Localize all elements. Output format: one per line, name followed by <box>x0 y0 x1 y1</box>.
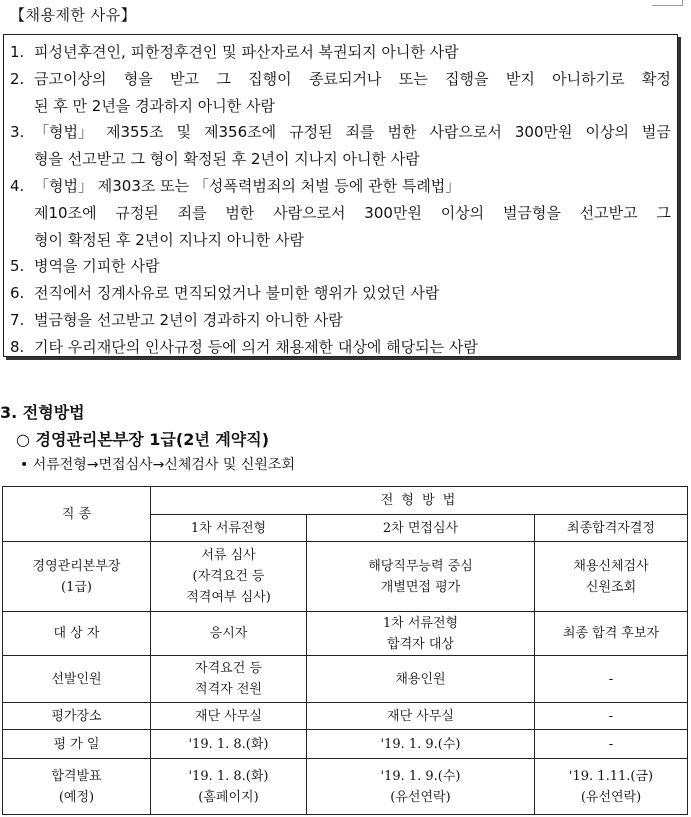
cell-line: (유선연락) <box>580 789 642 805</box>
table-cell <box>151 730 307 759</box>
restriction-line <box>10 280 677 307</box>
table-cell <box>151 759 307 815</box>
restriction-continuation: 된 후 만 2년을 경과하지 아니한 사람 <box>34 96 276 115</box>
restriction-line <box>10 119 677 146</box>
restriction-line <box>10 307 677 334</box>
row-label-line: (1급) <box>61 579 92 595</box>
table-row-label <box>3 542 151 612</box>
table-column-header: 2차 면접심사 <box>307 515 535 542</box>
cell-line: (유선연락) <box>390 789 451 805</box>
restriction-line <box>10 173 677 200</box>
restriction-item <box>10 119 677 173</box>
restriction-line <box>10 39 677 66</box>
table-cell <box>307 703 535 730</box>
restriction-line <box>10 253 677 280</box>
table-row <box>3 542 688 612</box>
restriction-item <box>10 66 677 120</box>
restriction-text: 「형법」 제303조 또는 「성폭력범죄의 처벌 등에 관한 특례법」 <box>34 176 461 195</box>
table-row-label <box>3 656 151 703</box>
table-column-header: 1차 서류전형 <box>151 515 307 542</box>
page-corner-mark <box>652 0 683 6</box>
table-row <box>3 759 688 815</box>
restriction-number: 6. <box>10 284 25 303</box>
restriction-item <box>10 334 677 361</box>
cell-line: (자격요건 등 <box>192 569 265 584</box>
table-cell <box>535 542 688 612</box>
restriction-line <box>10 66 677 93</box>
restriction-text: 피성년후견인, 피한정후견인 및 파산자로서 복권되지 아니한 사람 <box>34 43 459 61</box>
table-cell <box>307 542 535 612</box>
cell-line: - <box>608 708 614 724</box>
selection-schedule-table <box>2 486 688 815</box>
cell-line: '19. 1. 8.(화) <box>188 736 269 752</box>
restriction-continuation: 형이 확정된 후 2년이 지나지 아니한 사람 <box>34 230 304 249</box>
cell-line: '19. 1. 9.(수) <box>380 768 461 784</box>
restriction-text: 금고이상의 형을 받고 그 집행이 종료되거나 또는 집행을 받지 아니하기로 확정 <box>34 69 671 88</box>
cell-line: '19. 1. 8.(화) <box>188 768 269 784</box>
cell-line: 적격자 전원 <box>195 682 262 697</box>
table-corner-header: 직 종 <box>3 487 151 542</box>
restriction-number: 2. <box>10 69 25 88</box>
row-label-line: 대 상 자 <box>53 626 100 641</box>
restriction-number: 5. <box>10 257 25 276</box>
restriction-item <box>10 307 677 334</box>
row-label-line: 합격발표 <box>51 768 102 784</box>
row-label-line: 경영관리본부장 <box>32 558 121 574</box>
cell-line: '19. 1. 9.(수) <box>380 736 461 752</box>
table-row-label <box>3 612 151 656</box>
row-label-line: 평 가 일 <box>53 736 100 752</box>
table-cell <box>307 759 535 815</box>
restriction-number: 7. <box>10 310 25 329</box>
table-cell <box>307 730 535 759</box>
cell-line: '19. 1.11.(금) <box>568 768 654 784</box>
restriction-list-box <box>3 34 678 357</box>
table-cell <box>151 656 307 703</box>
restriction-line <box>10 334 677 361</box>
cell-line: 서류 심사 <box>201 548 256 563</box>
cell-line: 채용신체검사 <box>573 558 649 574</box>
table-row <box>3 703 688 730</box>
table-cell <box>535 703 688 730</box>
cell-line: 재단 사무실 <box>387 708 454 724</box>
table-cell <box>535 612 688 656</box>
restriction-text: 병역을 기피한 사람 <box>34 257 160 276</box>
table-cell <box>535 759 688 815</box>
restriction-number: 3. <box>10 123 25 142</box>
row-label-line: (예정) <box>58 789 95 805</box>
row-label-line: 선발인원 <box>51 671 102 687</box>
table-cell <box>535 730 688 759</box>
table-cell <box>151 612 307 656</box>
restriction-continuation: 형을 선고받고 그 형이 확정된 후 2년이 지나지 아니한 사람 <box>34 150 420 169</box>
cell-line: 개별면접 평가 <box>380 579 461 595</box>
table-row <box>3 612 688 656</box>
cell-line: (홈페이지) <box>198 789 259 805</box>
table-cell <box>151 542 307 612</box>
restriction-text: 벌금형을 선고받고 2년이 경과하지 아니한 사람 <box>34 310 343 329</box>
cell-line: 해당직무능력 중심 <box>368 558 473 574</box>
restriction-number: 4. <box>10 176 25 195</box>
restriction-item <box>10 39 677 66</box>
row-label-line: 평가장소 <box>51 708 102 724</box>
cell-line: 자격요건 등 <box>195 661 262 676</box>
restriction-section-heading: 【채용제한 사유】 <box>10 6 137 24</box>
table-row-label <box>3 759 151 815</box>
restriction-number: 1. <box>10 43 25 61</box>
restriction-item <box>10 173 677 253</box>
table-row-label <box>3 730 151 759</box>
table-cell <box>307 656 535 703</box>
restriction-continuation: 제10조에 규정된 죄를 범한 사람으로서 300만원 이상의 벌금형을 선고받고 그 <box>34 203 671 222</box>
table-cell <box>535 656 688 703</box>
cell-line: 재단 사무실 <box>195 708 262 724</box>
method-position-subtitle: ○ 경영관리본부장 1급(2년 계약직) <box>16 430 270 449</box>
cell-line: - <box>608 671 614 687</box>
cell-line: 합격자 대상 <box>387 636 454 652</box>
restriction-text: 기타 우리재단의 인사규정 등에 의거 채용제한 대상에 해당되는 사람 <box>34 337 478 356</box>
cell-line: 최종 합격 후보자 <box>562 626 660 641</box>
cell-line: 채용인원 <box>395 671 446 687</box>
restriction-item <box>10 280 677 307</box>
table-group-header: 전 형 방 법 <box>151 487 688 515</box>
restriction-number: 8. <box>10 337 25 356</box>
restriction-item <box>10 253 677 280</box>
cell-line: 신원조회 <box>585 579 637 595</box>
restriction-text: 전직에서 징계사유로 면직되었거나 불미한 행위가 있었던 사람 <box>34 284 440 303</box>
restriction-text: 「형법」 제355조 및 제356조에 규정된 죄를 범한 사람으로서 300만원 이상의 벌금 <box>34 123 671 142</box>
table-column-header: 최종합격자결정 <box>535 515 688 542</box>
table-row-label <box>3 703 151 730</box>
cell-line: 1차 서류전형 <box>382 615 459 631</box>
table-cell <box>151 703 307 730</box>
table-cell <box>307 612 535 656</box>
method-section-title: 3. 전형방법 <box>0 403 85 422</box>
cell-line: - <box>608 736 614 752</box>
method-process-flow: • 서류전형→면접심사→신체검사 및 신원조회 <box>20 457 295 473</box>
table-row <box>3 730 688 759</box>
cell-line: 적격여부 심사) <box>186 590 271 605</box>
cell-line: 응시자 <box>209 626 248 641</box>
table-row <box>3 656 688 703</box>
